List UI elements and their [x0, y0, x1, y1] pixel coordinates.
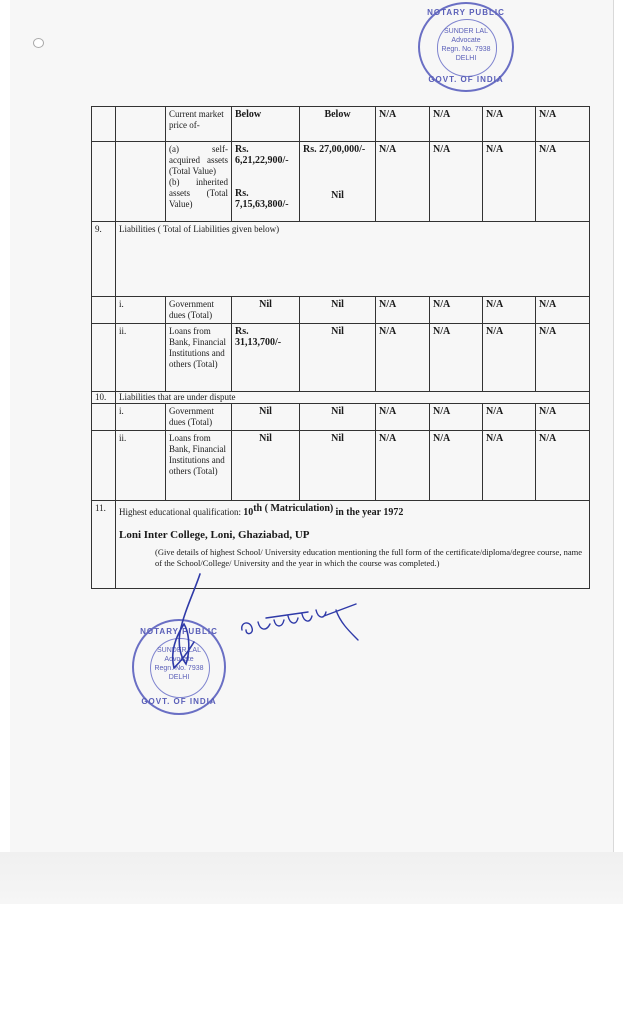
- stamp-reg: Regn. No. 7938: [441, 46, 491, 53]
- cell-empty: [92, 142, 116, 222]
- assets-dep1-value: N/A: [376, 142, 430, 222]
- qualification-grade: 10: [243, 507, 254, 518]
- row-9-ii: [92, 324, 590, 392]
- stamp-arc-top: NOTARY PUBLIC: [140, 627, 218, 636]
- market-price-row: [92, 107, 590, 142]
- market-self-value: Below: [232, 107, 300, 142]
- affidavit-table: [91, 106, 590, 589]
- row-9-ii-label: Loans from Bank, Financial Institutions and others (Total): [166, 324, 232, 392]
- row-10-ii: [92, 431, 590, 501]
- stamp-role: Advocate: [451, 37, 481, 44]
- inherited-self-value: Rs. 7,15,63,800/-: [235, 188, 289, 210]
- institution-name: Loni Inter College, Loni, Ghaziabad, UP: [119, 529, 310, 541]
- row-10-i-spouse: Nil: [300, 404, 376, 431]
- inherited-spouse-value: Nil: [331, 190, 344, 201]
- row-9-ii-self: Rs. 31,13,700/-: [232, 324, 300, 392]
- notary-stamp-top: [418, 2, 514, 92]
- page-shadow: [0, 852, 623, 904]
- row-9-ii-number: ii.: [116, 324, 166, 392]
- qualification-line: [119, 503, 586, 518]
- stamp-city: DELHI: [168, 674, 190, 681]
- row-9-i-label: Government dues (Total): [166, 297, 232, 324]
- stamp-city: DELHI: [455, 55, 477, 62]
- market-spouse-value: Below: [300, 107, 376, 142]
- punch-hole: [33, 38, 44, 48]
- row-9-ii-spouse: Nil: [300, 324, 376, 392]
- row-10-i-dep4: N/A: [536, 404, 590, 431]
- row-10-ii-dep1: N/A: [376, 431, 430, 501]
- row-9-i: [92, 297, 590, 324]
- assets-dep3-value: N/A: [483, 142, 536, 222]
- market-dep3-value: N/A: [483, 107, 536, 142]
- row-10-i-label: Government dues (Total): [166, 404, 232, 431]
- row-9-i-dep2: N/A: [430, 297, 483, 324]
- market-dep1-value: N/A: [376, 107, 430, 142]
- row-10-ii-self: Nil: [232, 431, 300, 501]
- row-9-ii-dep3: N/A: [483, 324, 536, 392]
- candidate-signature: [236, 596, 366, 646]
- notary-signature: [150, 572, 220, 682]
- stamp-name: SUNDER LAL: [444, 28, 488, 35]
- row-9-ii-dep1: N/A: [376, 324, 430, 392]
- cell-empty: [92, 107, 116, 142]
- stamp-reg: Regn. No. 7938: [154, 665, 204, 672]
- row-10-ii-dep3: N/A: [483, 431, 536, 501]
- stamp-name: SUNDER LAL: [157, 647, 201, 654]
- row-10-text: Liabilities that are under dispute: [116, 392, 590, 404]
- row-9: [92, 222, 590, 297]
- assets-spouse-cell: [300, 142, 376, 222]
- row-9-text: Liabilities ( Total of Liabilities given below): [116, 222, 590, 297]
- row-9-i-dep3: N/A: [483, 297, 536, 324]
- cell-empty: [116, 107, 166, 142]
- stamp-arc-bottom: GOVT. OF INDIA: [428, 75, 504, 84]
- inherited-label: (b) inherited assets (Total Value): [169, 177, 228, 209]
- qualification-year: in the year 1972: [335, 507, 404, 518]
- assets-label-cell: [166, 142, 232, 222]
- row-10-i: [92, 404, 590, 431]
- row-11-number: 11.: [92, 501, 116, 589]
- cell-empty: [92, 404, 116, 431]
- self-acquired-label: (a) self-acquired assets (Total Value): [169, 144, 228, 176]
- row-9-ii-dep4: N/A: [536, 324, 590, 392]
- row-10-ii-dep2: N/A: [430, 431, 483, 501]
- row-10-i-dep2: N/A: [430, 404, 483, 431]
- cell-empty: [92, 431, 116, 501]
- assets-dep2-value: N/A: [430, 142, 483, 222]
- row-9-ii-dep2: N/A: [430, 324, 483, 392]
- market-price-label: Current market price of-: [166, 107, 232, 142]
- row-10-ii-spouse: Nil: [300, 431, 376, 501]
- row-10-ii-number: ii.: [116, 431, 166, 501]
- row-10-i-dep3: N/A: [483, 404, 536, 431]
- row-10-ii-label: Loans from Bank, Financial Institutions and others (Total): [166, 431, 232, 501]
- row-10-i-number: i.: [116, 404, 166, 431]
- row-10-number: 10.: [92, 392, 116, 404]
- row-10-ii-dep4: N/A: [536, 431, 590, 501]
- row-9-i-self: Nil: [232, 297, 300, 324]
- assets-dep4-value: N/A: [536, 142, 590, 222]
- cell-empty: [116, 142, 166, 222]
- row-9-i-dep1: N/A: [376, 297, 430, 324]
- qualification-grade-suffix: th ( Matriculation): [253, 503, 334, 514]
- row-10: [92, 392, 590, 404]
- stamp-arc-top: NOTARY PUBLIC: [427, 8, 505, 17]
- row-9-i-dep4: N/A: [536, 297, 590, 324]
- cell-empty: [92, 297, 116, 324]
- stamp-arc-bottom: GOVT. OF INDIA: [141, 697, 217, 706]
- market-dep2-value: N/A: [430, 107, 483, 142]
- row-9-i-spouse: Nil: [300, 297, 376, 324]
- market-dep4-value: N/A: [536, 107, 590, 142]
- cell-empty: [92, 324, 116, 392]
- self-acquired-self-value: Rs. 6,21,22,900/-: [235, 144, 289, 166]
- row-10-i-dep1: N/A: [376, 404, 430, 431]
- row-9-number: 9.: [92, 222, 116, 297]
- stamp-role: Advocate: [164, 656, 194, 663]
- qualification-prefix: Highest educational qualification:: [119, 507, 241, 517]
- row-9-i-number: i.: [116, 297, 166, 324]
- row-10-i-self: Nil: [232, 404, 300, 431]
- assets-self-cell: [232, 142, 300, 222]
- assets-row: [92, 142, 590, 222]
- qualification-instruction: (Give details of highest School/ University education mentioning the full form of the certificate/diploma/degree course, name of the School/College/ University and the year in which the course was completed.): [155, 547, 582, 568]
- self-acquired-spouse-value: Rs. 27,00,000/-: [303, 144, 366, 155]
